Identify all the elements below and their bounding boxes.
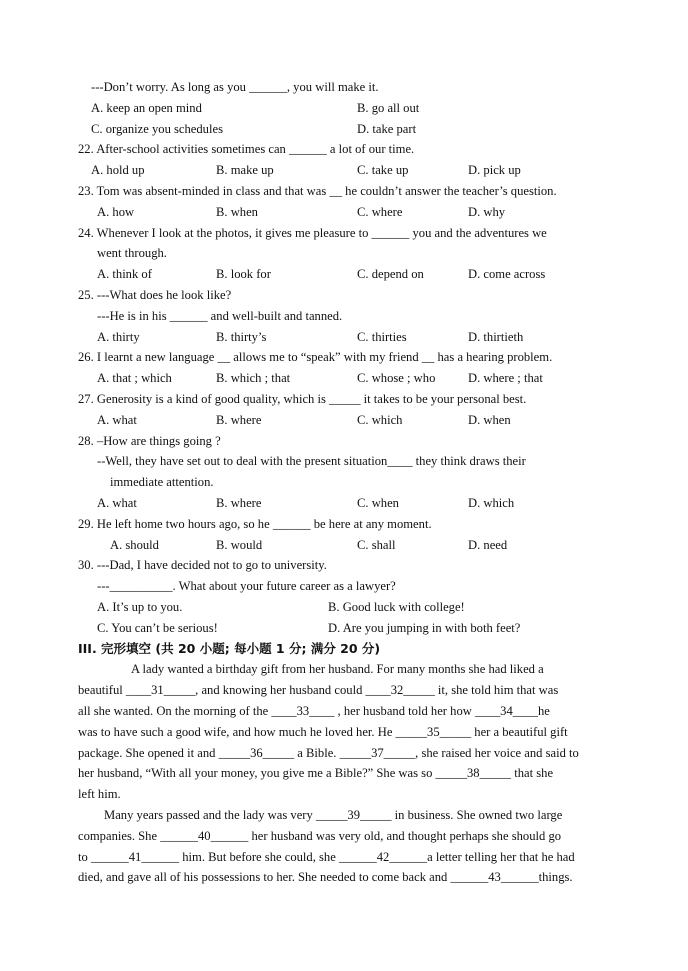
q22-option-c: C. take up: [357, 163, 409, 177]
q29-option-d: D. need: [468, 538, 508, 552]
q29-stem: 29. He left home two hours ago, so he ______ be here at any moment.: [78, 517, 432, 531]
q21-option-b: B. go all out: [357, 101, 420, 115]
q30-option-a: A. It’s up to you.: [97, 600, 183, 614]
q25-stem-line2: ---He is in his ______ and well-built and tanned.: [97, 309, 343, 323]
q21-option-c: C. organize you schedules: [91, 122, 223, 136]
q23-option-d: D. why: [468, 205, 506, 219]
q21-option-d: D. take part: [357, 122, 417, 136]
q23-option-c: C. where: [357, 205, 403, 219]
q22-option-b: B. make up: [216, 163, 274, 177]
q23-option-b: B. when: [216, 205, 258, 219]
q28-stem-line1: 28. –How are things going ?: [78, 434, 221, 448]
q25-option-a: A. thirty: [97, 330, 140, 344]
q22-option-d: D. pick up: [468, 163, 521, 177]
q25-stem-line1: 25. ---What does he look like?: [78, 288, 232, 302]
passage-line-11: died, and gave all of his possessions to her. She needed to come back and ______43______things.: [78, 870, 573, 884]
passage-line-7: left him.: [78, 787, 121, 801]
q21-dialog: ---Don’t worry. As long as you ______, you will make it.: [91, 80, 379, 94]
q30-option-d: D. Are you jumping in with both feet?: [328, 621, 521, 635]
q28-stem-line3: immediate attention.: [110, 475, 214, 489]
passage-line-8: Many years passed and the lady was very _____39_____ in business. She owned two large: [104, 808, 563, 822]
passage-line-10: to ______41______ him. But before she could, she ______42______a letter telling her that he had: [78, 850, 575, 864]
q22-option-a: A. hold up: [91, 163, 145, 177]
q22-stem: 22. After-school activities sometimes can ______ a lot of our time.: [78, 142, 415, 156]
passage-line-1: A lady wanted a birthday gift from her husband. For many months she had liked a: [131, 662, 544, 676]
q26-option-c: C. whose ; who: [357, 371, 436, 385]
q27-option-b: B. where: [216, 413, 262, 427]
passage-line-9: companies. She ______40______ her husband was very old, and thought perhaps she should go: [78, 829, 562, 843]
q24-option-d: D. come across: [468, 267, 546, 281]
q30-stem-line1: 30. ---Dad, I have decided not to go to university.: [78, 558, 327, 572]
q30-option-c: C. You can’t be serious!: [97, 621, 218, 635]
passage-line-3: all she wanted. On the morning of the ____33____ , her husband told her how ____34____he: [78, 704, 550, 718]
q30-stem-line2: ---__________. What about your future career as a lawyer?: [97, 579, 396, 593]
q21-option-a: A. keep an open mind: [91, 101, 202, 115]
q26-option-b: B. which ; that: [216, 371, 291, 385]
q23-stem: 23. Tom was absent-minded in class and that was __ he couldn’t answer the teacher’s question.: [78, 184, 557, 198]
q28-stem-line2: --Well, they have set out to deal with the present situation____ they think draws their: [97, 454, 526, 468]
q28-option-d: D. which: [468, 496, 515, 510]
q26-stem: 26. I learnt a new language __ allows me to “speak” with my friend __ has a hearing problem.: [78, 350, 553, 364]
q27-option-a: A. what: [97, 413, 137, 427]
q25-option-c: C. thirties: [357, 330, 407, 344]
q27-option-d: D. when: [468, 413, 511, 427]
q23-option-a: A. how: [97, 205, 135, 219]
q29-option-c: C. shall: [357, 538, 396, 552]
q25-option-b: B. thirty’s: [216, 330, 267, 344]
q26-option-d: D. where ; that: [468, 371, 543, 385]
q24-stem-line1: 24. Whenever I look at the photos, it gives me pleasure to ______ you and the adventures we: [78, 226, 547, 240]
q28-option-a: A. what: [97, 496, 137, 510]
q24-option-b: B. look for: [216, 267, 271, 281]
q27-option-c: C. which: [357, 413, 403, 427]
passage-line-5: package. She opened it and _____36_____ a Bible. _____37_____, she raised her voice and said to: [78, 746, 579, 760]
section-heading: III. 完形填空 (共 20 小题; 每小题 1 分; 满分 20 分): [78, 641, 381, 656]
q26-option-a: A. that ; which: [97, 371, 172, 385]
q24-stem-line2: went through.: [97, 246, 167, 260]
q29-option-a: A. should: [110, 538, 159, 552]
q25-option-d: D. thirtieth: [468, 330, 524, 344]
q28-option-b: B. where: [216, 496, 262, 510]
passage-line-4: was to have such a good wife, and how much he loved her. He _____35_____ her a beautiful gift: [78, 725, 568, 739]
q28-option-c: C. when: [357, 496, 399, 510]
passage-line-6: her husband, “With all your money, you give me a Bible?” She was so _____38_____ that she: [78, 766, 554, 780]
q24-option-c: C. depend on: [357, 267, 424, 281]
q30-option-b: B. Good luck with college!: [328, 600, 465, 614]
passage-line-2: beautiful ____31_____, and knowing her husband could ____32_____ it, she told him that was: [78, 683, 559, 697]
q29-option-b: B. would: [216, 538, 263, 552]
q27-stem: 27. Generosity is a kind of good quality, which is _____ it takes to be your personal best.: [78, 392, 527, 406]
q24-option-a: A. think of: [97, 267, 152, 281]
